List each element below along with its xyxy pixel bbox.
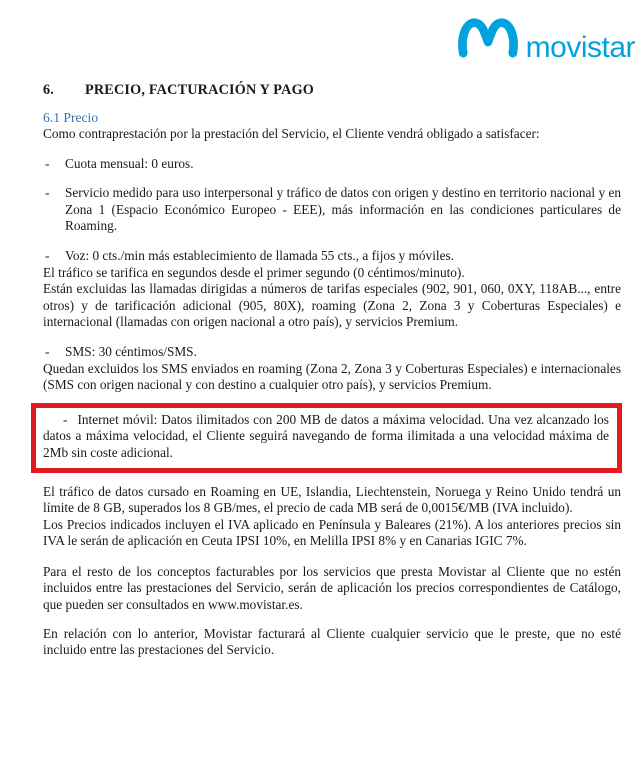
closing-paragraph-1: Para el resto de los conceptos facturables por los servicios que presta Movistar al Cliente que no estén incluidos entre las prestaciones del Servicio, serán de aplicación los precios correspondientes de Catálogo, que pueden ser consultados en www.movistar.es. (43, 563, 621, 613)
iva-paragraph: Los Precios indicados incluyen el IVA aplicado en Península y Baleares (21%). A los anteriores precios sin IVA le serán de aplicación en Ceuta IPSI 10%, en Melilla IPSI 8% y en Canarias IGIC 7%. (43, 516, 621, 549)
document-body (0, 81, 643, 659)
movistar-wordmark: movistar (525, 31, 635, 64)
bullet-sms (43, 344, 621, 361)
bullet-servicio (43, 185, 621, 235)
voz-detail-1: El tráfico se tarifica en segundos desde el primer segundo (0 céntimos/minuto). (43, 264, 465, 280)
movistar-logo (0, 0, 643, 64)
bullet-cuota-text: Cuota mensual: 0 euros. (65, 155, 194, 171)
bullet-sms-text: SMS: 30 céntimos/SMS. (65, 343, 197, 359)
intro-paragraph: Como contraprestación por la prestación del Servicio, el Cliente vendrá obligado a satisfacer: (43, 126, 540, 141)
bullet-dash: - (45, 343, 50, 359)
subsection-heading: 6.1 Precio (43, 110, 99, 125)
section-number: 6. (43, 82, 55, 98)
bullet-voz-text: Voz: 0 cts./min más establecimiento de llamada 55 cts., a fijos y móviles. (65, 247, 454, 263)
internet-movil-clause (43, 412, 609, 462)
voz-detail-2: Están excluidas las llamadas dirigidas a números de tarifas especiales (902, 901, 060, 0XY, 118AB..., entre otros) y de tarificación adicional (905, 80X), roaming (Zona 2, Zona 3 y Coberturas Especiales) e internacional (llamadas con origen nacional a otro país), y servicios Premium. (43, 281, 621, 330)
sms-detail: Quedan excluidos los SMS enviados en roaming (Zona 2, Zona 3 y Coberturas Especiales) e internacionales (SMS con origen nacional y con destino a cualquier otro país), y servicios Premium. (43, 360, 621, 393)
section-heading (43, 81, 621, 99)
section-title: PRECIO, FACTURACIÓN Y PAGO (85, 82, 315, 98)
highlighted-clause-box (31, 403, 622, 473)
bullet-dash: - (63, 411, 68, 427)
bullet-dash: - (45, 155, 50, 171)
bullet-servicio-text: Servicio medido para uso interpersonal y tráfico de datos con origen y destino en territorio nacional y en Zona 1 (Espacio Económico Europeo - EEE), más información en las condiciones particulares de Roaming. (65, 185, 621, 234)
bullet-voz (43, 248, 621, 265)
bullet-dash: - (45, 247, 50, 263)
internet-movil-clause-text: Internet móvil: Datos ilimitados con 200 MB de datos a máxima velocidad. Una vez alcanzado los datos a máxima velocidad, el Cliente seguirá navegando de forma ilimitada a una velocidad máxima de 2Mb sin coste adicional. (43, 411, 609, 460)
bullet-cuota (43, 156, 621, 173)
movistar-m-icon (457, 14, 519, 60)
roaming-limit-paragraph: El tráfico de datos cursado en Roaming en UE, Islandia, Liechtenstein, Noruega y Reino Unido tendrá un límite de 8 GB, superados los 8 GB/mes, el precio de cada MB será de 0,0015€/MB (IVA incluido). (43, 483, 621, 516)
closing-paragraph-2: En relación con lo anterior, Movistar facturará al Cliente cualquier servicio que le preste, que no esté incluido entre las prestaciones del Servicio. (43, 625, 621, 658)
bullet-dash: - (45, 185, 50, 201)
